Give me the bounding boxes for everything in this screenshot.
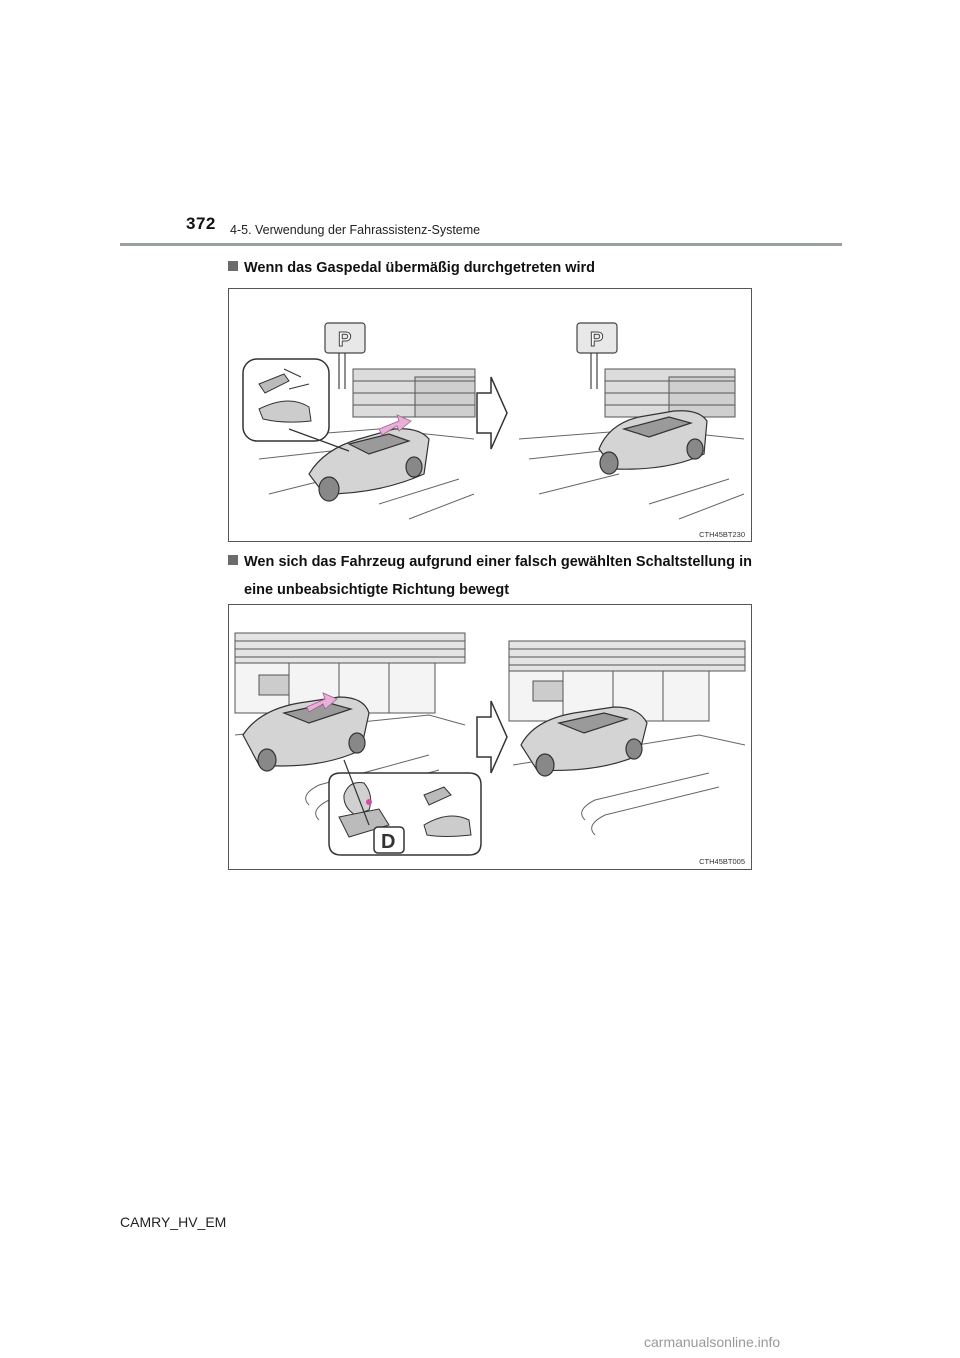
header-rule <box>120 243 842 246</box>
figure-code: CTH45BT005 <box>699 857 745 866</box>
section-heading <box>228 254 752 282</box>
arrow-right-icon <box>477 377 507 449</box>
parking-sign-letter: P <box>590 329 604 351</box>
brick-wall <box>605 369 735 417</box>
section-heading-text: Wenn das Gaspedal übermäßig durchgetreten wird <box>244 260 596 276</box>
page-number: 372 <box>186 214 216 233</box>
square-bullet-icon <box>228 261 238 271</box>
gear-letter: D <box>381 831 396 853</box>
figure-code: CTH45BT230 <box>699 530 745 539</box>
car-icon <box>599 411 707 474</box>
accelerator-pedal-icon <box>243 359 349 451</box>
shift-lever-icon <box>329 760 481 855</box>
parking-sign-letter: P <box>338 329 352 351</box>
watermark[interactable]: carmanualsonline.info <box>644 1334 781 1350</box>
section-heading-text: Wen sich das Fahrzeug aufgrund einer falsch gewählten Schaltstellung in eine unbeabsichtigte Richtung bewegt <box>244 554 752 598</box>
figure-shift-position <box>228 604 752 870</box>
section-heading <box>228 548 752 604</box>
brick-wall <box>353 369 475 417</box>
car-icon <box>309 429 429 501</box>
square-bullet-icon <box>228 555 238 565</box>
chapter-title: 4-5. Verwendung der Fahrassistenz-Systeme <box>230 223 481 237</box>
figure-accelerator <box>228 288 752 542</box>
arrow-right-icon <box>477 701 507 773</box>
footer-model: CAMRY_HV_EM <box>120 1214 227 1230</box>
